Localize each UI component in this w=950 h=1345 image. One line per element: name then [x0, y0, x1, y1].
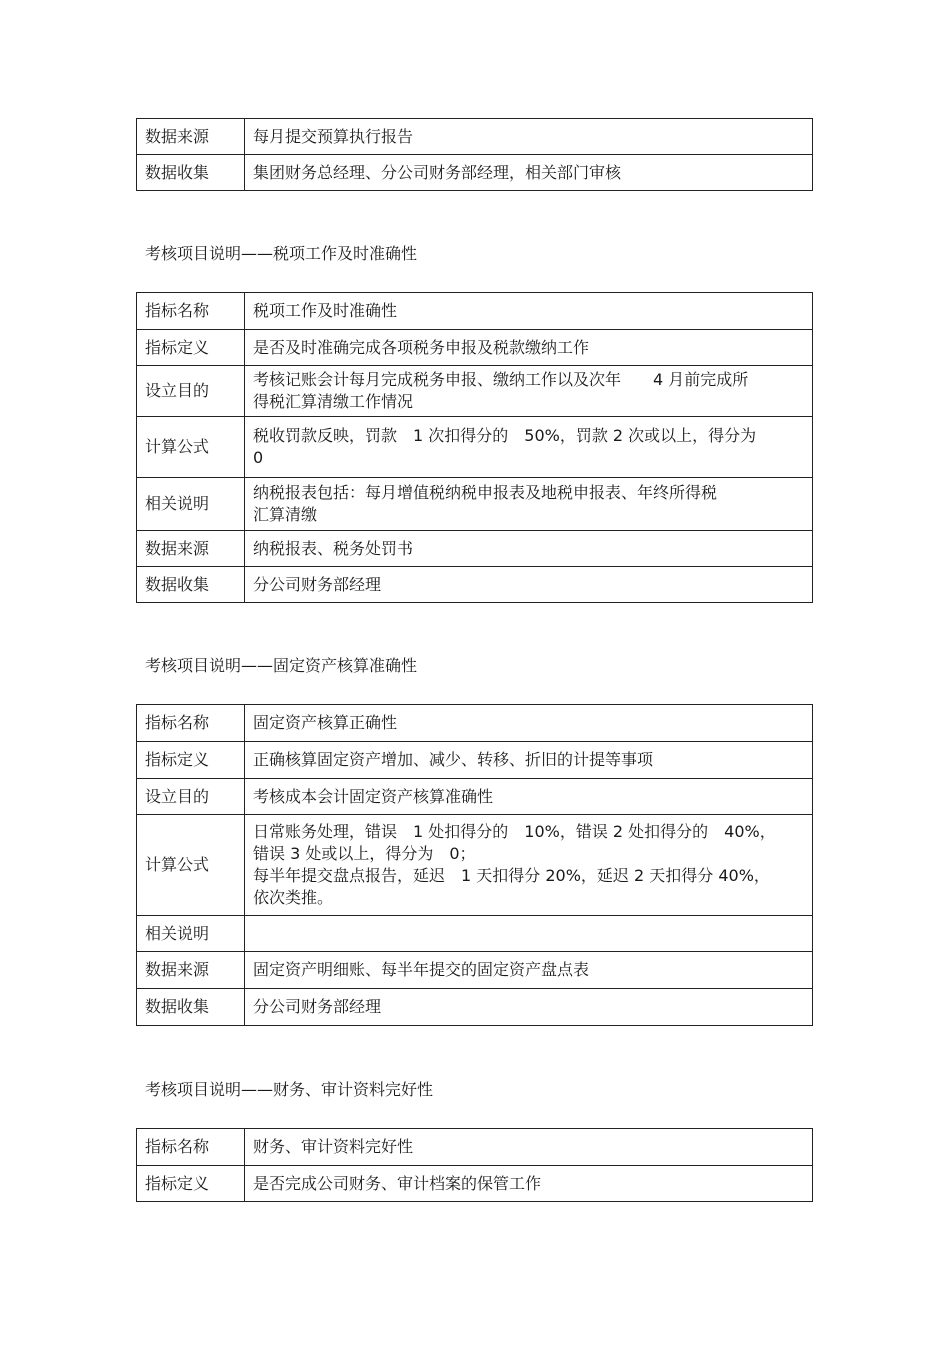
row-value — [245, 815, 813, 916]
table-row — [137, 119, 813, 155]
value-line: 税收罚款反映，罚款 1 次扣得分的 50%，罚款 2 次或以上，得分为 — [253, 426, 757, 445]
row-value: 税项工作及时准确性 — [245, 293, 813, 330]
row-value — [245, 366, 813, 417]
table-row — [137, 478, 813, 531]
value-line: 考核记账会计每月完成税务申报、缴纳工作以及次年 4 月前完成所 — [253, 370, 749, 389]
row-label: 指标名称 — [137, 1129, 245, 1166]
row-value: 分公司财务部经理 — [245, 989, 813, 1026]
table-budget-continuation — [136, 118, 813, 191]
section-heading-fixed-assets: 考核项目说明——固定资产核算准确性 — [145, 656, 418, 675]
row-value — [245, 916, 813, 952]
row-label: 数据收集 — [137, 567, 245, 603]
row-label: 数据来源 — [137, 531, 245, 567]
table-row — [137, 742, 813, 779]
row-label: 数据收集 — [137, 155, 245, 191]
row-value: 是否完成公司财务、审计档案的保管工作 — [245, 1166, 813, 1202]
row-label: 指标定义 — [137, 742, 245, 779]
table-row — [137, 330, 813, 366]
row-value — [245, 478, 813, 531]
table-row — [137, 531, 813, 567]
row-value: 固定资产明细账、每半年提交的固定资产盘点表 — [245, 952, 813, 989]
table-row — [137, 952, 813, 989]
table-row — [137, 815, 813, 916]
section-heading-tax: 考核项目说明——税项工作及时准确性 — [145, 244, 418, 263]
row-value: 考核成本会计固定资产核算准确性 — [245, 779, 813, 815]
row-label: 设立目的 — [137, 779, 245, 815]
value-line: 日常账务处理，错误 1 处扣得分的 10%，错误 2 处扣得分的 40%， — [253, 822, 776, 841]
row-label: 相关说明 — [137, 478, 245, 531]
table-row — [137, 293, 813, 330]
row-value: 纳税报表、税务处罚书 — [245, 531, 813, 567]
row-label: 数据来源 — [137, 952, 245, 989]
row-label: 数据收集 — [137, 989, 245, 1026]
row-value: 每月提交预算执行报告 — [245, 119, 813, 155]
row-value: 固定资产核算正确性 — [245, 705, 813, 742]
table-row — [137, 1129, 813, 1166]
table-audit-records — [136, 1128, 813, 1202]
row-value: 正确核算固定资产增加、减少、转移、折旧的计提等事项 — [245, 742, 813, 779]
row-label: 指标定义 — [137, 1166, 245, 1202]
section-heading-audit-records: 考核项目说明——财务、审计资料完好性 — [145, 1080, 434, 1099]
value-line: 纳税报表包括：每月增值税纳税申报表及地税申报表、年终所得税 — [253, 483, 718, 502]
table-row — [137, 916, 813, 952]
value-line: 依次类推。 — [253, 888, 334, 907]
row-value: 是否及时准确完成各项税务申报及税款缴纳工作 — [245, 330, 813, 366]
row-label: 指标名称 — [137, 293, 245, 330]
value-line: 汇算清缴 — [253, 505, 318, 524]
table-row — [137, 1166, 813, 1202]
value-line: 得税汇算清缴工作情况 — [253, 392, 414, 411]
row-value: 分公司财务部经理 — [245, 567, 813, 603]
value-line: 每半年提交盘点报告，延迟 1 天扣得分 20%，延迟 2 天扣得分 40%， — [253, 866, 770, 885]
row-label: 指标名称 — [137, 705, 245, 742]
row-label: 数据来源 — [137, 119, 245, 155]
table-row — [137, 989, 813, 1026]
row-value: 集团财务总经理、分公司财务部经理，相关部门审核 — [245, 155, 813, 191]
row-label: 计算公式 — [137, 417, 245, 478]
table-row — [137, 366, 813, 417]
table-fixed-assets — [136, 704, 813, 1026]
table-row — [137, 417, 813, 478]
table-row — [137, 705, 813, 742]
table-row — [137, 155, 813, 191]
row-label: 指标定义 — [137, 330, 245, 366]
row-label: 计算公式 — [137, 815, 245, 916]
value-line: 错误 3 处或以上，得分为 0； — [253, 844, 476, 863]
row-value — [245, 417, 813, 478]
value-line: 0 — [253, 448, 264, 467]
table-row — [137, 779, 813, 815]
row-label: 设立目的 — [137, 366, 245, 417]
row-label: 相关说明 — [137, 916, 245, 952]
table-tax-accuracy — [136, 292, 813, 603]
row-value: 财务、审计资料完好性 — [245, 1129, 813, 1166]
table-row — [137, 567, 813, 603]
